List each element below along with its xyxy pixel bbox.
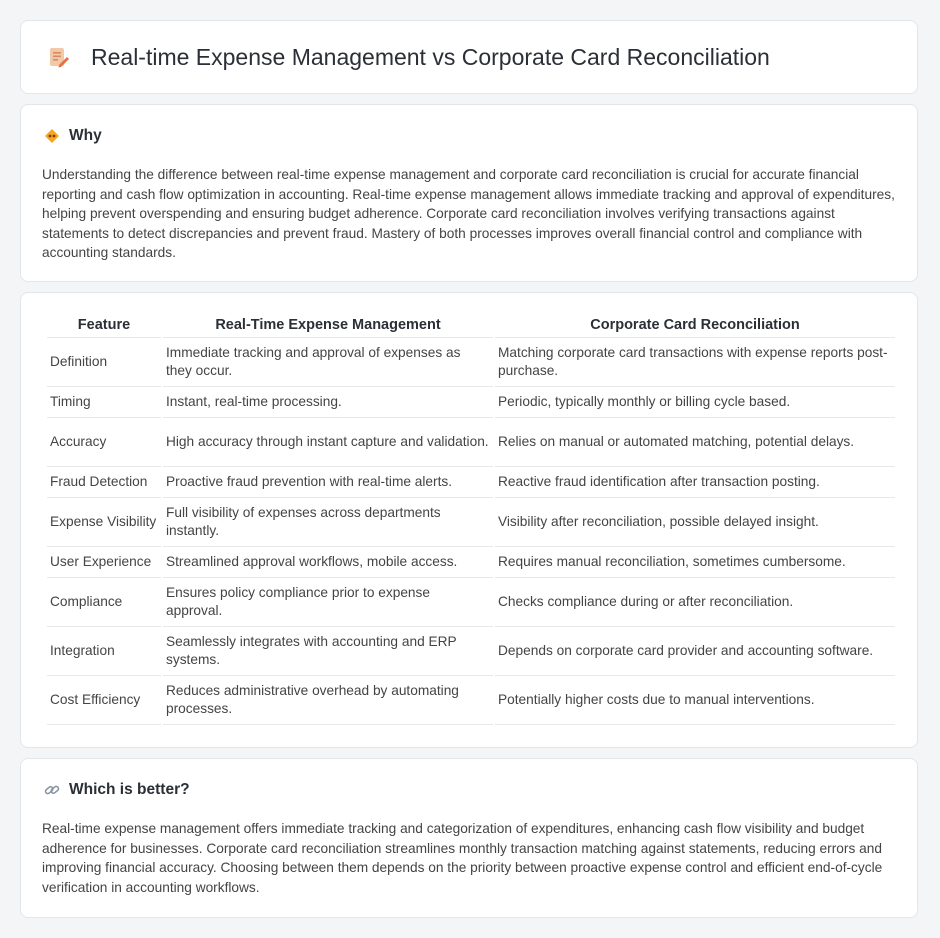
feature-cell: Definition	[47, 338, 161, 387]
link-icon	[43, 781, 61, 799]
header-card	[20, 20, 918, 94]
document-edit-icon	[47, 45, 71, 69]
table-row	[47, 676, 895, 725]
real-time-cell: Reduces administrative overhead by automating processes.	[163, 676, 493, 725]
feature-cell: Compliance	[47, 578, 161, 627]
real-time-cell: Immediate tracking and approval of expenses as they occur.	[163, 338, 493, 387]
reconciliation-cell: Checks compliance during or after reconciliation.	[495, 578, 895, 627]
feature-cell: Expense Visibility	[47, 498, 161, 547]
table-row	[47, 338, 895, 387]
real-time-cell: Seamlessly integrates with accounting and ERP systems.	[163, 627, 493, 676]
real-time-cell: Instant, real-time processing.	[163, 387, 493, 418]
table-row	[47, 578, 895, 627]
real-time-cell: Streamlined approval workflows, mobile access.	[163, 547, 493, 578]
page-title: Real-time Expense Management vs Corporate Card Reconciliation	[91, 43, 770, 70]
feature-cell: Fraud Detection	[47, 467, 161, 498]
table-row	[47, 418, 895, 467]
reconciliation-cell: Relies on manual or automated matching, potential delays.	[495, 418, 895, 467]
comparison-table-card	[20, 292, 918, 748]
real-time-cell: High accuracy through instant capture and validation.	[163, 418, 493, 467]
reconciliation-cell: Matching corporate card transactions with expense reports post-purchase.	[495, 338, 895, 387]
reconciliation-cell: Potentially higher costs due to manual interventions.	[495, 676, 895, 725]
why-title: Why	[69, 127, 102, 144]
why-text: Understanding the difference between real-time expense management and corporate card reconciliation is crucial for accurate financial reporting and cash flow optimization in accounting. Real-time expense management allows immediate tracking and approval of expenditures, helping prevent overspending and ensuring budget adherence. Corporate card reconciliation involves verifying transactions against statements to detect discrepancies and prevent fraud. Mastery of both processes improves overall financial control and compliance with accounting standards.	[42, 167, 895, 260]
table-row	[47, 467, 895, 498]
table-row	[47, 387, 895, 418]
feature-cell: Accuracy	[47, 418, 161, 467]
real-time-cell: Full visibility of expenses across departments instantly.	[163, 498, 493, 547]
table-header-row	[47, 315, 895, 338]
reconciliation-cell: Periodic, typically monthly or billing cycle based.	[495, 387, 895, 418]
table-row	[47, 498, 895, 547]
feature-cell: Timing	[47, 387, 161, 418]
reconciliation-cell: Depends on corporate card provider and accounting software.	[495, 627, 895, 676]
why-section	[20, 104, 918, 282]
reconciliation-cell: Visibility after reconciliation, possible delayed insight.	[495, 498, 895, 547]
feature-cell: Integration	[47, 627, 161, 676]
comparison-table	[45, 315, 897, 725]
real-time-cell: Ensures policy compliance prior to expense approval.	[163, 578, 493, 627]
handshake-icon	[43, 127, 61, 145]
feature-cell: Cost Efficiency	[47, 676, 161, 725]
which-is-better-section	[20, 758, 918, 918]
reconciliation-cell: Requires manual reconciliation, sometimes cumbersome.	[495, 547, 895, 578]
which-is-better-title: Which is better?	[69, 781, 190, 798]
table-row	[47, 547, 895, 578]
table-row	[47, 627, 895, 676]
real-time-cell: Proactive fraud prevention with real-time alerts.	[163, 467, 493, 498]
feature-cell: User Experience	[47, 547, 161, 578]
header-real-time: Real-Time Expense Management	[163, 315, 493, 338]
header-reconciliation: Corporate Card Reconciliation	[495, 315, 895, 338]
reconciliation-cell: Reactive fraud identification after transaction posting.	[495, 467, 895, 498]
which-is-better-text: Real-time expense management offers immediate tracking and categorization of expenditures, enhancing cash flow visibility and budget adherence for businesses. Corporate card reconciliation streamlines monthly transaction matching against statements, reducing errors and improving financial accuracy. Choosing between them depends on the priority between proactive expense control and efficient end-of-cycle verification in accounting workflows.	[42, 821, 883, 895]
header-feature: Feature	[47, 315, 161, 338]
